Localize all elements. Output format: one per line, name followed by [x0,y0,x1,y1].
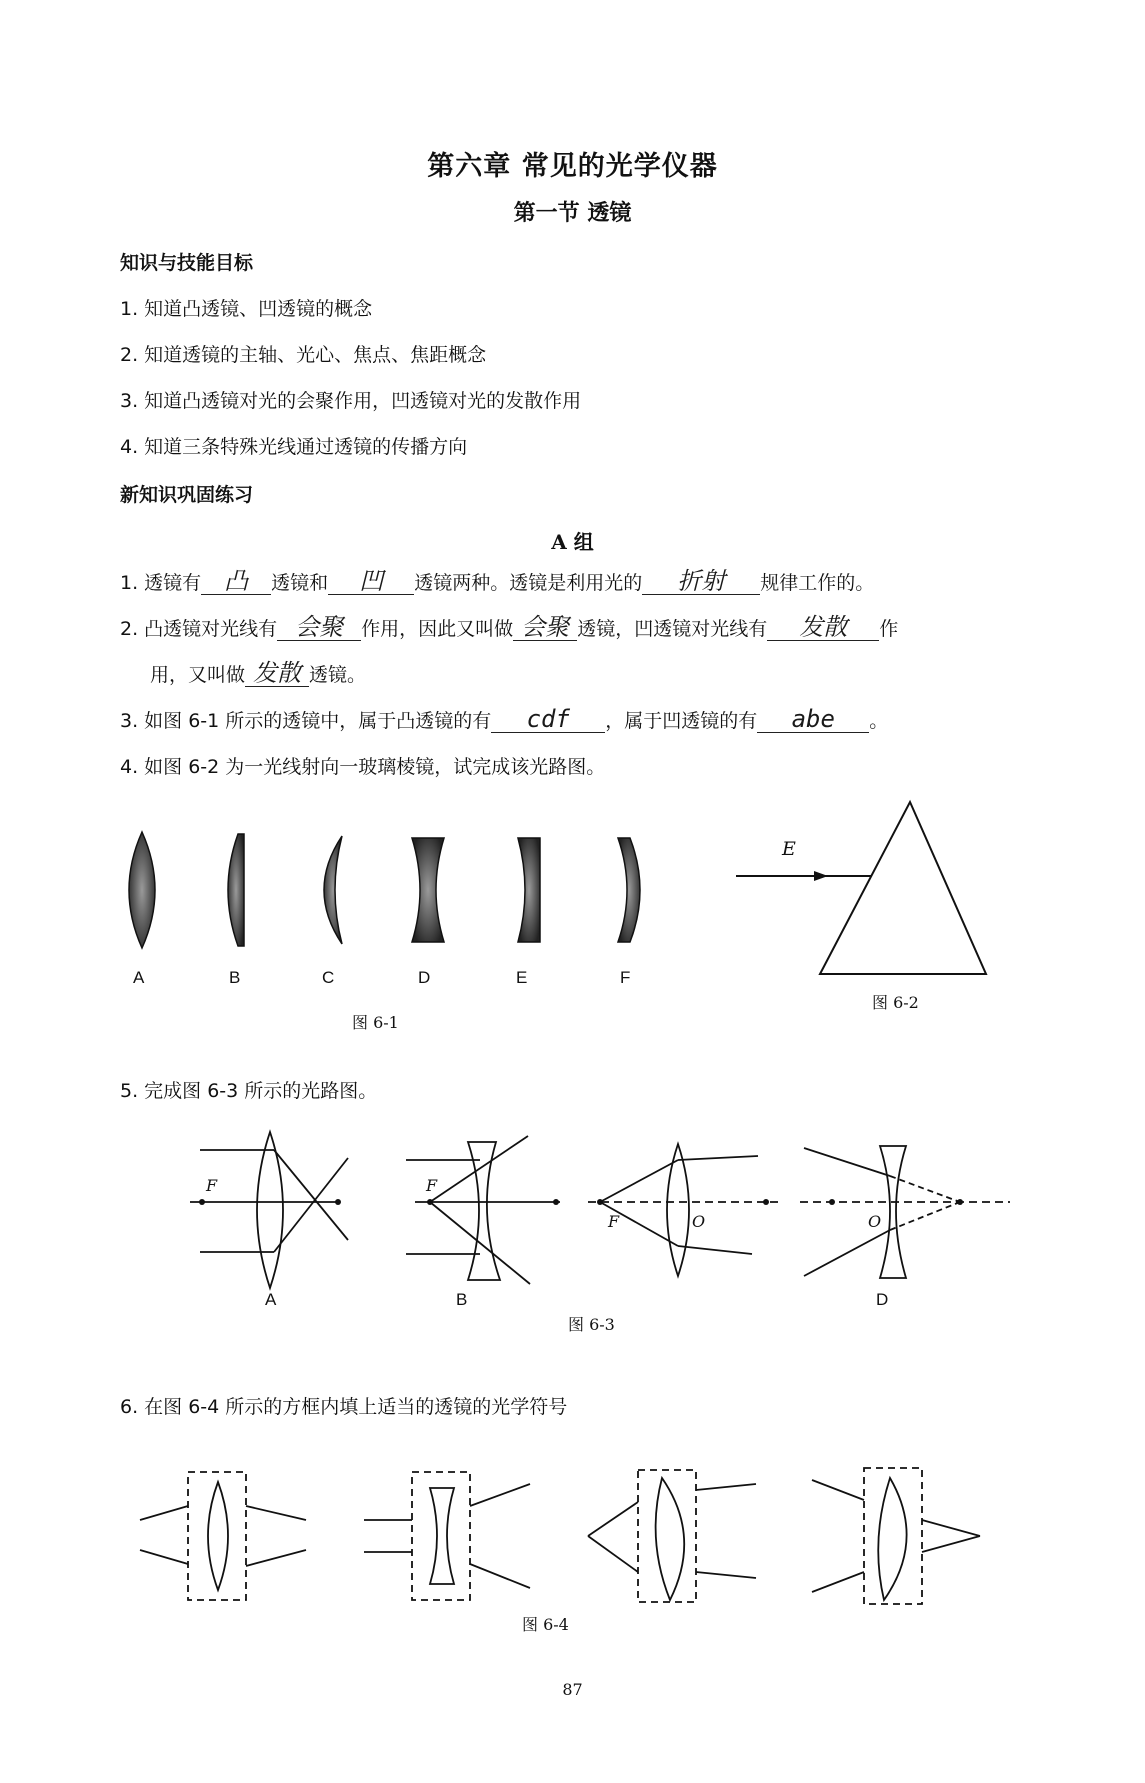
q2-text: 透镜，凹透镜对光线有 [577,618,768,640]
fig61-caption: 图 6-1 [352,1013,399,1032]
lens-d-biconcave [412,838,444,942]
question-4: 4. 如图 6-2 为一光线射向一玻璃棱镜，试完成该光路图。 [120,756,606,778]
q2-text: 用，又叫做 [150,664,246,686]
fig63-label-d: D [876,1290,889,1309]
question-2 [120,614,898,641]
q1-answer-2[interactable]: 凹 [328,568,414,595]
q3-text: ，属于凹透镜的有 [605,710,758,732]
q2-text: 透镜。 [309,664,367,686]
q1-answer-3[interactable]: 折射 [642,568,760,595]
q3-answer-2[interactable]: abe [757,706,869,733]
page-number: 87 [562,1680,583,1699]
fig61-label-f: F [620,968,631,987]
lens-a-biconvex [129,832,155,948]
q1-answer-1[interactable]: 凸 [201,568,271,595]
q1-text: 透镜两种。透镜是利用光的 [414,572,643,594]
fig63-focus-label: F [426,1176,438,1195]
objective-item: 2. 知道透镜的主轴、光心、焦点、焦距概念 [120,344,487,366]
q1-text: 透镜和 [271,572,329,594]
figure-6-1 [110,820,670,960]
lens-b-planoconvex [228,834,244,946]
group-label: A 组 [551,530,594,554]
section-title: 第一节 透镜 [513,200,632,226]
objectives-heading: 知识与技能目标 [120,252,254,274]
fig61-label-d: D [418,968,431,987]
fig63-focus-label: F [608,1212,620,1231]
q3-answer-1[interactable]: cdf [491,706,605,733]
lens-e-planoconcave [518,838,540,942]
fig64-caption: 图 6-4 [522,1615,569,1634]
question-1 [120,568,874,595]
figure-6-4 [130,1460,990,1610]
q2-answer-3[interactable]: 发散 [767,614,879,641]
figure-6-2 [730,790,1000,980]
fig63-caption: 图 6-3 [568,1315,615,1334]
prism-triangle [820,802,986,974]
question-6: 6. 在图 6-4 所示的方框内填上适当的透镜的光学符号 [120,1396,568,1418]
q2-answer-4[interactable]: 发散 [245,660,309,687]
fig62-caption: 图 6-2 [872,993,919,1012]
fig63-label-b: B [456,1290,468,1309]
fig63-center-label: O [868,1212,882,1231]
q3-text: 3. 如图 6-1 所示的透镜中，属于凸透镜的有 [120,710,492,732]
fig61-label-b: B [229,968,241,987]
practice-heading: 新知识巩固练习 [120,484,254,506]
q3-text: 。 [869,710,889,732]
fig63-center-label: O [692,1212,706,1231]
fig63-label-a: A [265,1290,277,1309]
objective-item: 3. 知道凸透镜对光的会聚作用，凹透镜对光的发散作用 [120,390,582,412]
question-3 [120,706,888,733]
q2-answer-1[interactable]: 会聚 [277,614,361,641]
fig61-label-a: A [133,968,145,987]
fig61-label-c: C [322,968,335,987]
q1-text: 1. 透镜有 [120,572,202,594]
q2-answer-2[interactable]: 会聚 [513,614,577,641]
objective-item: 4. 知道三条特殊光线通过透镜的传播方向 [120,436,468,458]
figure-6-3 [190,1130,1020,1300]
question-2-line-2 [150,660,366,687]
fig61-label-e: E [516,968,528,987]
q2-text: 作 [879,618,899,640]
chapter-title: 第六章 常见的光学仪器 [427,151,718,182]
objective-item: 1. 知道凸透镜、凹透镜的概念 [120,298,373,320]
fig62-ray-label: E [782,838,796,860]
q1-text: 规律工作的。 [760,572,875,594]
fig63-focus-label: F [206,1176,218,1195]
q2-text: 作用，因此又叫做 [361,618,514,640]
lens-f-meniscus [618,838,640,942]
ray-arrow-icon [814,871,828,881]
question-5: 5. 完成图 6-3 所示的光路图。 [120,1080,378,1102]
lens-c-meniscus [324,836,342,944]
q2-text: 2. 凸透镜对光线有 [120,618,278,640]
